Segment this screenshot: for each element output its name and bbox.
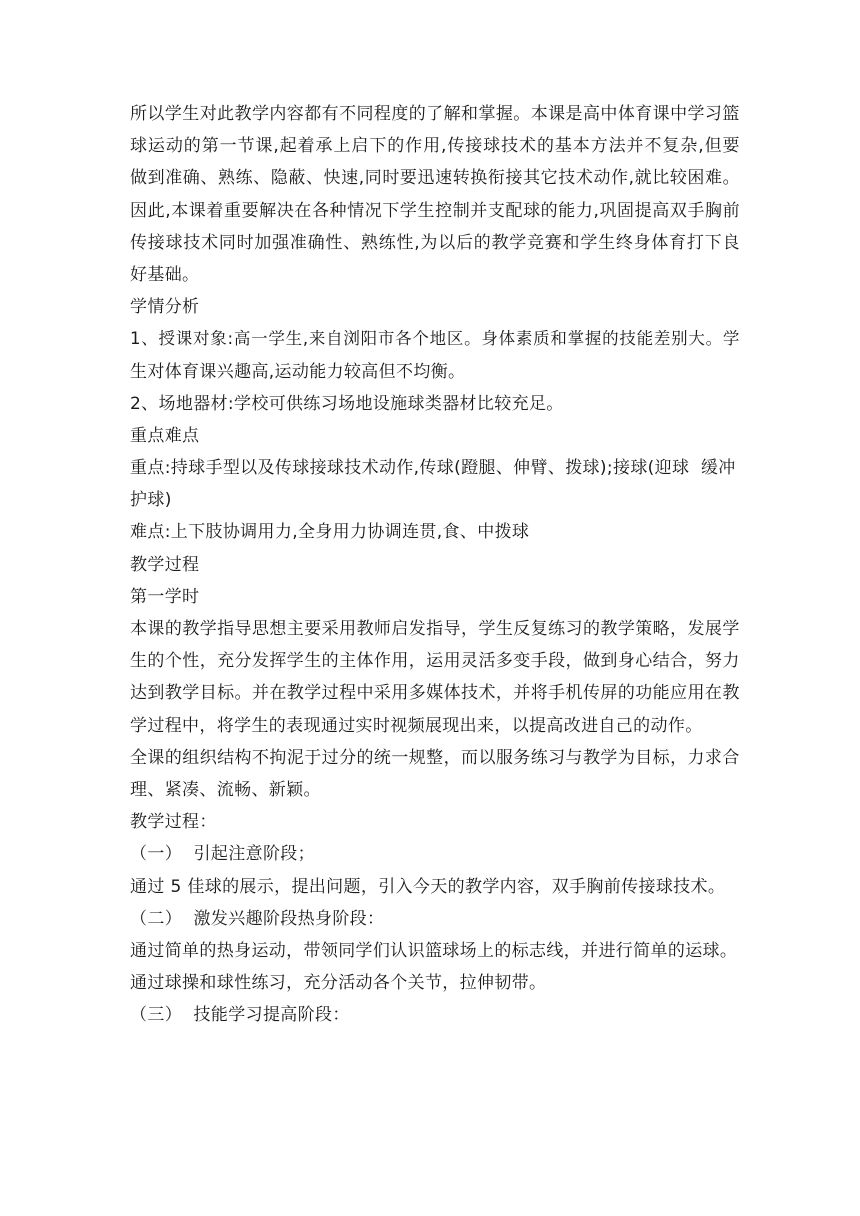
text-line: 重点:持球手型以及传球接球技术动作,传球(蹬腿、伸臂、拨球);接球(迎球 缓冲 <box>130 458 736 479</box>
paragraph-key-point <box>130 452 740 516</box>
paragraph-difficulty: 难点:上下肢协调用力,全身用力协调连贯,食、中拨球 <box>130 522 530 543</box>
stage-heading-2: （二） 激发兴趣阶段热身阶段： <box>130 908 385 929</box>
paragraph-structure <box>130 742 740 806</box>
text-line: 全 课 的 组 织 结 构 不 拘 泥 于 过 分 的 统 一 规 整 ， 而 以 服 务 练 习 与 教 学 为 目 标 ， 力 求 合 <box>130 747 740 768</box>
paragraph-guiding-idea <box>130 613 740 742</box>
text-line: 做 到 准 确 、 熟 练 、 隐 蔽 、 快 速 , 同 时 要 迅 速 转 换 衔 接 其 它 技 术 动 作 , 就 比 较 困 难 。 <box>130 168 740 189</box>
text-line: 所 以 学 生 对 此 教 学 内 容 都 有 不 同 程 度 的 了 解 和 掌 握 。 本 课 是 高 中 体 育 课 中 学 习 篮 <box>130 104 740 124</box>
stage-heading-3: （三） 技能学习提高阶段： <box>130 1005 350 1026</box>
text-line: 通过简单的热身运动，带领同学们认识篮球场上的标志线，并进行简单的运球。 <box>130 940 738 961</box>
document-page <box>130 98 740 1031</box>
paragraph-stage-1: 通过 5 佳球的展示，提出问题，引入今天的教学内容，双手胸前传接球技术。 <box>130 876 726 897</box>
text-line: 1 、 授 课 对 象 : 高 一 学 生 , 来 自 浏 阳 市 各 个 地 区 。 身 体 素 质 和 掌 握 的 技 能 差 别 大 。 学 <box>130 329 740 349</box>
text-line: 护球) <box>130 490 172 511</box>
text-line: 理、紧凑、流畅、新颖。 <box>130 779 321 800</box>
paragraph-stage-2 <box>130 935 740 999</box>
section-heading-student-analysis: 学情分析 <box>130 297 200 318</box>
paragraph-audience <box>130 323 740 387</box>
paragraph-equipment: 2、场地器材:学校可供练习场地设施球类器材比较充足。 <box>130 393 564 414</box>
text-line: 本 课 的 教 学 指 导 思 想 主 要 采 用 教 师 启 发 指 导 ， 学 生 反 复 练 习 的 教 学 策 略 ， 发 展 学 <box>130 619 740 639</box>
text-line: 传 接 球 技 术 同 时 加 强 准 确 性 、 熟 练 性 , 为 以 后 的 教 学 竞 赛 和 学 生 终 身 体 育 打 下 良 <box>130 232 740 253</box>
section-heading-first-lesson: 第一学时 <box>130 586 200 607</box>
paragraph-intro <box>130 98 740 291</box>
text-line: 通过球操和球性练习，充分活动各个关节，拉伸韧带。 <box>130 973 547 994</box>
text-line: 达 到 教 学 目 标 。 并 在 教 学 过 程 中 采 用 多 媒 体 技 术 ， 并 将 手 机 传 屏 的 功 能 应 用 在 教 <box>130 683 740 704</box>
section-heading-process: 教学过程： <box>130 812 217 833</box>
stage-heading-1: （一） 引起注意阶段； <box>130 844 316 865</box>
text-line: 学过程中，将学生的表现通过实时视频展现出来，以提高改进自己的动作。 <box>130 715 703 736</box>
text-line: 因 此 , 本 课 着 重 要 解 决 在 各 种 情 况 下 学 生 控 制 并 支 配 球 的 能 力 , 巩 固 提 高 双 手 胸 前 <box>130 200 740 221</box>
section-heading-key-points: 重点难点 <box>130 425 200 446</box>
section-heading-teaching-process: 教学过程 <box>130 554 200 575</box>
text-line: 生 的 个 性 ， 充 分 发 挥 学 生 的 主 体 作 用 ， 运 用 灵 活 多 变 手 段 ， 做 到 身 心 结 合 ， 努 力 <box>130 651 740 672</box>
text-line: 好基础。 <box>130 264 200 285</box>
text-line: 球 运 动 的 第 一 节 课 , 起 着 承 上 启 下 的 作 用 , 传 接 球 技 术 的 基 本 方 法 并 不 复 杂 , 但 要 <box>130 136 740 157</box>
text-line: 生对体育课兴趣高,运动能力较高但不均衡。 <box>130 361 466 382</box>
